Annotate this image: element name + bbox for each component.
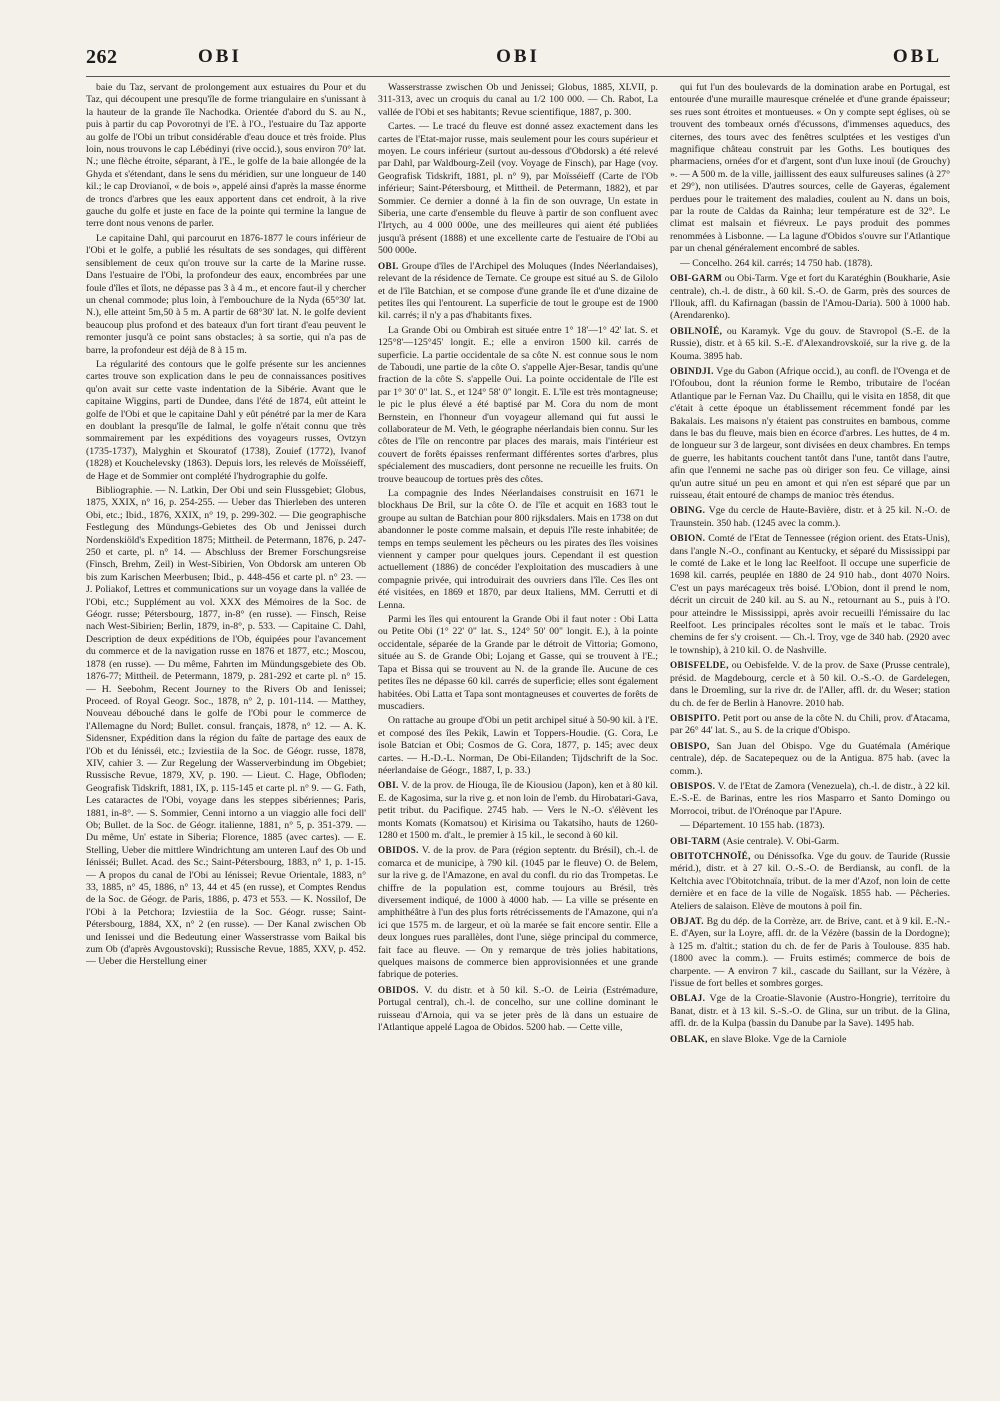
dictionary-entry	[670, 712, 950, 738]
entry-text: (Asie centrale). V. Obi-Garm.	[722, 835, 840, 847]
entry-headword: OBISPO,	[670, 740, 710, 751]
dictionary-entry	[670, 835, 950, 848]
entry-headword: OBLAK,	[670, 1033, 708, 1044]
entry-headword: OBINDJI.	[670, 365, 714, 376]
entry-paragraph	[378, 715, 658, 777]
entry-headword: OBI.	[378, 780, 399, 791]
entry-text: V. de la prov. de Hiouga, île de Kiousiou (Japon), ken et à 80 kil. E. de Kagosima, sur la rive g. et non loin de l'emb. du Hirobatari-Gava, petit tribut. du Pacifique. 2745 hab. — Vers le N.-O. s'élèvent les monts Komats (Komatsou) et Kirisima ou Takatsiho, hauts de 1260-1280 et 1500 m. d'alt., le premier à 15 kil., le second à 60 kil.	[378, 780, 658, 841]
entry-headword: OBISFELDE,	[670, 660, 729, 671]
entry-text: Groupe d'îles de l'Archipel des Moluques (Indes Néerlandaises), relevant de la résidence de Ternate. Ce groupe est situé au S. de Gilolo et de l'île Batchian, et se compose d'une grande île et d'une dizaine de petites îles qui l'entourent. La superficie de tout le groupe est de 1900 kil. carrés; il n'y a pas d'habitants fixes.	[378, 260, 658, 322]
dictionary-entry	[670, 659, 950, 710]
dictionary-entry	[670, 504, 950, 530]
entry-text: On rattache au groupe d'Obi un petit archipel situé à 50-90 kil. à l'E. et composé des îles Pekik, Lawin et Toppers-Houdie. (G. Cora, Le isole Batcian et Obi; Cosmos de G. Cora, 1877, p. 145; avec deux cartes. — H.-D.-L. Norman, De Obi-Eilanden; Tijdschrift de la Soc. néerlandaise de Géogr., 1887, I, p. 33.)	[378, 715, 658, 776]
column-right	[670, 82, 950, 1382]
entry-text: qui fut l'un des boulevards de la domination arabe en Portugal, est entourée d'une muraille mauresque crénelée et d'une grande épaisseur; ses rues sont étroites et montueuses. « On y compte sept églises, où se trouvent des tombeaux ornés d'écussons, d'immenses aqueducs, des citernes, des tours avec des fenêtres sculptées et les vestiges d'un magnifique château construit par les Goths. Les boutiques des pharmaciens, ornées d'or et d'argent, sont d'un luxe inouï (de Grouchy) ». — A 500 m. de la ville, jaillissent des eaux sulfureuses salines (à 27° et 29°), non utilisées. D'autres sources, celle de Gayeras, également perdues pour le traitement des maladies, coulent au N. dans un bois, par la route de Caldas da Rainha; leur température est de 32°. Le climat est malsain et fiévreux. Le pays produit des pommes renommées à Lisbonne. — La lagune d'Obidos s'ouvre sur l'Atlantique par un chenal généralement encombré de sables.	[670, 82, 950, 255]
column-middle	[378, 82, 658, 1382]
entry-headword: OBI-GARM	[670, 273, 723, 284]
entry-headword: OBI-TARM	[670, 835, 721, 846]
column-left	[86, 82, 366, 1382]
entry-paragraph	[378, 121, 658, 257]
entry-text: ou Obi-Tarm. Vge et fort du Karatéghin (Boukharie, Asie centrale), ch.-l. de distr., à 60 kil. S.-O. de Garm, près des sources de l'Ilouk, affl. du Kafirnagan (bassin de l'Amou-Daria). 500 à 1000 hab. (Arendarenko).	[670, 273, 950, 322]
entry-text: La compagnie des Indes Néerlandaises construisit en 1671 le blockhaus De Bril, sur la côte O. de l'île et acquit en 1683 tout le groupe au sultan de Batchian pour 800 rijksdalers. Mais en 1738 on dut abandonner le poste comme malsain, et depuis l'île reste inhabitée; de temps en temps seulement les pêcheurs ou les pirates des îles voisines viennent y camper pour quelques jours. Cependant il est question actuellement (1886) de concéder l'exploitation des muscadiers à une compagnie privée, qui introduirait des ouvriers dans l'île. Ces îles ont été visitées, en 1869 et 1870, par deux Italiens, MM. Cerrutti et di Lenna.	[378, 488, 658, 611]
dictionary-entry	[378, 779, 658, 842]
entry-text: Wasserstrasse zwischen Ob und Jenissei; Globus, 1885, XLVII, p. 311-313, avec un croquis du canal au 1/2 100 000. — Ch. Rabot, La vallée de l'Obi et ses habitants; Revue scientifique, 1887, p. 300.	[378, 82, 658, 118]
entry-text: baie du Taz, servant de prolongement aux estuaires du Pour et du Taz, qui découpent une presqu'île de forme triangulaire en s'unissant à la hauteur de la grande île Nachodka. Orientée d'abord du S. au N., puis à partir du cap Povorotnyi de l'E. à l'O., l'estuaire du Taz apporte au golfe de l'Obi un tribut considérable d'eau douce et très froide. Plus loin, nous trouvons le cap Lébédinyi (rive occid.), sous environ 70° lat. N.; une flèche étroite, séparant, à l'E., le golfe de la baie allongée de la Ghyda et s'étendant, dans le sens du méridien, sur une longueur de 140 kil.; le cap Drovianoï, « de bois », appelé ainsi d'après la masse énorme de troncs d'arbres que les eaux apportent dans cet endroit, à la rive gauche du golfe et juste en face de la pointe qui termine la langue de terre dont nous venons de parler.	[86, 82, 366, 230]
entry-text: — Concelho. 264 kil. carrés; 14 750 hab. (1878).	[680, 257, 873, 269]
entry-text: ou Dénissofka. Vge du gouv. de Tauride (Russie mérid.), distr. et à 27 kil. O.-S.-O. de Berdiansk, au confl. de la Keltchia avec l'Obitotchnaïa, tribut. de la mer d'Azof, non loin de cette dernière et en face de la ville de Nogaïsk. 1855 hab. — Pêcheries. Ateliers de salaison. Elève de moutons à poil fin.	[670, 850, 950, 912]
dictionary-entry	[378, 984, 658, 1035]
running-head-center: OBI	[496, 46, 540, 67]
entry-headword: OBI.	[378, 260, 399, 271]
entry-paragraph	[378, 325, 658, 486]
header-rule	[86, 76, 950, 77]
entry-text: Le capitaine Dahl, qui parcourut en 1876-1877 le cours inférieur de l'Obi et le golfe, a publié les résultats de ses sondages, qui diffèrent sensiblement de ceux qu'on trouve sur la carte de la Marine russe. Dans l'estuaire de l'Obi, la profondeur des eaux, encombrées par une foule d'îles et îlots, ne dépasse pas 3 à 4 m., et encore faut-il y chercher un chenal commode; plus loin, à l'embouchure de la Nyda (65°30' lat. N.), elle atteint 5m,50 à 5 m. A partir de 68°30' lat. N. le golfe devient beaucoup plus profond et des bateaux d'un fort tirant d'eau peuvent le remonter jusqu'à ce point sans obstacles; à sa sortie, qui n'a pas de barre, la profondeur est déjà de 8 à 15 m.	[86, 232, 366, 356]
dictionary-entry	[670, 272, 950, 323]
entry-text: La Grande Obi ou Ombirah est située entre 1° 18'—1° 42' lat. S. et 125°8'—125°45' longit. E.; elle a environ 1500 kil. carrés de superficie. La partie occidentale de sa côte N. est connue sous le nom de Taboudi, une partie de la côte O. s'appelle Ajer-Besar, tandis qu'une fraction de la côte S. s'appelle Oui. La pointe occidentale de l'île est par 1° 30' 0" lat. S., et 124° 58' 0" longit. E. L'île est très montagneuse; le pic le plus élevé a été baptisé par M. Cora du nom de mont Bernstein, en l'honneur d'un voyageur allemand qui fut aussi le collaborateur de M. Veth, le géographe néerlandais bien connu. Sur les côtes de l'île on rencontre par places des marais, mais l'intérieur est couvert de forêts épaisses renfermant différentes sortes d'arbres, plus spécialement des muscadiers, dont personne ne recueille les fruits. On trouve beaucoup de tortues près des côtes.	[378, 324, 658, 485]
entry-text: en slave Bloke. Vge de la Carniole	[710, 1033, 847, 1045]
entry-text: Cartes. — Le tracé du fleuve est donné assez exactement dans les cartes de l'Etat-major russe, mais seulement pour les cours supérieur et moyen. Le cours inférieur (surtout au-dessous d'Obdorsk) a été relevé par Dahl, par Waldbourg-Zeil (voy. Voyage de Finsch), par Hage (voy. Geografisk Tidskrift, 1881, pl. n° 9), par Moïsséieff (Carte de l'Ob inférieur; Saint-Pétersbourg, et Mittheil. de Petermann, 1882), et par Sommier. Ce dernier a donné à la fin de son ouvrage, Un estate in Siberia, une carte d'ensemble du fleuve à partir de son confluent avec l'Irtych, au 4 000 000e, une des meilleures qui aient été publiées jusqu'à présent (1888) et une excellente carte de l'estuaire de l'Obi au 500 000e.	[378, 121, 658, 257]
entry-text: V. de l'Etat de Zamora (Venezuela), ch.-l. de distr., à 22 kil. E.-S.-E. de Barinas, entre les rios Masparro et Santo Domingo ou Morrocoi, tribut. de l'Orénoque par l'Apure.	[670, 780, 950, 817]
entry-paragraph	[670, 820, 950, 832]
entry-text: Bg du dép. de la Corrèze, arr. de Brive, cant. et à 9 kil. E.-N.-E. d'Ayen, sur la Loyre, affl. dr. de la Vézère (bassin de la Dordogne); à 125 m. d'altit.; station du ch. de fer de Paris à Toulouse. 835 hab. (1800 avec la comm.). — Fruits estimés; commerce de bois de charpente. — A environ 7 kil., cascade du Saillant, sur la Vézère, à l'issue de fort belles et sombres gorges.	[670, 916, 950, 990]
entry-text: Petit port ou anse de la côte N. du Chili, prov. d'Atacama, par 26° 44' lat. S., au S. de la crique d'Obispo.	[670, 712, 950, 737]
dictionary-entry	[670, 992, 950, 1030]
entry-headword: OBITOTCHNOÏÉ,	[670, 850, 751, 861]
entry-text: ou Oebisfelde. V. de la prov. de Saxe (Prusse centrale), présid. de Magdebourg, cercle et à 50 kil. O.-S.-O. de Gardelegen, dans le Droemling, sur la rive dr. de l'Aller, affl. dr. du Weser; station du ch. de fer de Berlin à Hanovre. 2010 hab.	[670, 660, 950, 709]
entry-headword: OBILNOÏÉ,	[670, 325, 723, 336]
dictionary-entry	[670, 325, 950, 363]
entry-text: Bibliographie. — N. Latkin, Der Obi und sein Flussgebiet; Globus, 1875, XXIX, n° 16, p. 254-255. — Ueber das Thierleben des unteren Obi, etc.; Ibid., 1876, XXIX, n° 19, p. 299-302. — Die geographische Festlegung des Mündungs-Gebietes des Ob und Jenissei durch Nordenskiöld's Expedition 1875; Mittheil. de Petermann, 1876, p. 247-250 et carte, pl. n° 14. — Abschluss der Bremer Forschungsreise (Finsch, Brehm, Zeil) in West-Sibirien, Von Obdorsk am unteren Ob bis zum Karischen Meerbusen; Ibid., p. 448-456 et carte pl. n° 23. — J. Poliakof, Lettres et communications sur un voyage dans la vallée de l'Obi, etc.; Supplément au vol. XXX des Mémoires de la Soc. de Géogr. russe; Pétersbourg, 1877, in-8° (en russe). — Finsch, Reise nach West-Sibirien; Berlin, 1879, in-8°, p. 533. — Capitaine C. Dahl, Description de deux expéditions de l'Ob, équipées pour l'avancement du commerce et de la navigation russe en 1876 et 1877, etc.; Moscou, 1878 (en russe). — Du même, Fahrten im Mündungsgebiete des Ob. 1876-77; Mittheil. de Petermann, 1879, p. 281-292 et carte pl. n° 15. — H. Seebohm, Recent Journey to the Rivers Ob and Ienissei; Proceed. of Royal Geogr. Soc., 1878, n° 2, p. 101-114. — Matthey, Nouveau débouché dans le golfe de l'Obi pour le commerce de l'Allemagne du Nord; Bullet. consul. français, 1878, n° 12. — A. K. Sidensner, Expédition dans la région du faîte de partage des eaux de l'Ob et du Iénisséi, etc.; Izviestiia de la Soc. de Géogr. russe, 1878, XIV, cahier 3. — Zur Regelung der Wasserverbindung im Obgebiet; Russische Revue, 1879, XV, p. 190. — Lieut. C. Hage, Obfloden; Geografisk Tidskrift, 1881, IX, p. 115-145 et carte pl. n° 9. — G. Fath, Les cataractes de l'Obi, voyage dans les steppes sibériennes; Paris, 1881, in-8°. — S. Sommier, Cenni intorno a un viaggio alle foci dell' Ob; Bullet. de la Soc. de Géogr. italienne, 1881, n° 5, p. 351-379. — Du même, Un' estate in Siberia; Florence, 1885 (avec cartes). — E. Stelling, Ueber die mittlere Windrichtung am unteren Lauf des Ob und Iénisséi; Bullet. Acad. des Sc.; Saint-Pétersbourg, 1883, n° 1, p. 1-15. — A propos du canal de l'Obi au Iénissei; Revue Orientale, 1883, n° 33, 1885, n° 45, 1886, n° 13, 44 et 45 (en russe), et Comptes Rendus de la Soc. de Géogr. de Paris, 1886, p. 473 et 553. — K. Nossilof, De l'Obi à la Petchora; Izviestiia de la Soc. Géogr. russe; Saint-Pétersbourg, 1884, XX, n° 2 (en russe). — Der Kanal zwischen Ob und Ienissei und die Bedeutung einer Wasserstrasse vom Baikal bis zum Ob (d'après Avgoustovski); Russische Revue, 1885, XXV, p. 452. — Ueber die Herstellung einer	[86, 485, 366, 968]
entry-paragraph	[378, 488, 658, 612]
entry-text: ou Karamyk. Vge du gouv. de Stavropol (S.-E. de la Russie), distr. et à 65 kil. S.-E. d'Alexandrovskoïé, sur la rive g. de la Kouma. 3895 hab.	[670, 325, 950, 362]
entry-text: San Juan del Obispo. Vge du Guatémala (Amérique centrale), dép. de Sacatepequez ou de la Antigua. 875 hab. (avec la comm.).	[670, 740, 950, 777]
dictionary-entry	[378, 844, 658, 981]
entry-headword: OBIDOS.	[378, 845, 419, 856]
entry-paragraph	[378, 614, 658, 713]
dictionary-entry	[670, 850, 950, 913]
entry-paragraph	[86, 82, 366, 231]
running-head-right: OBL	[892, 46, 942, 67]
entry-paragraph	[86, 359, 366, 483]
entry-headword: OBISPOS.	[670, 780, 716, 791]
entry-text: Vge du cercle de Haute-Bavière, distr. et à 25 kil. N.-O. de Traunstein. 350 hab. (1245 avec la comm.).	[670, 505, 950, 529]
entry-paragraph	[86, 233, 366, 357]
dictionary-entry	[378, 260, 658, 323]
entry-headword: OBJAT.	[670, 916, 704, 926]
entry-text: Vge de la Croatie-Slavonie (Austro-Hongrie), territoire du Banat, distr. et à 13 kil. S.-S.-O. de Glina, sur un tribut. de la Glina, affl. dr. de la Kulpa (bassin du Danube par la Save). 1495 hab.	[670, 993, 950, 1030]
entry-text: V. de la prov. de Para (région septentr. du Brésil), ch.-l. de comarca et de municipe, à 790 kil. (1045 par le fleuve) O. de Belem, sur la rive g. de l'Amazone, en aval du confl. du rio das Trompetas. Le chiffre de la population est, comme toujours au Brésil, très diversement indiqué, de 1000 à 4000 hab. — La ville se présente en amphithéâtre à l'un des plus forts rétrécissements de l'Amazone, qui n'a ici que 1575 m. de largeur, et où la marée se fait encore sentir. Elle a deux longues rues parallèles, dont l'une, siège principal du commerce, fait face au fleuve. — On y remarque de très jolies habitations, quelques maisons de commerce bien approvisionnées et une grande fabrique de poteries.	[378, 845, 658, 981]
entry-text: — Département. 10 155 hab. (1873).	[680, 820, 825, 832]
dictionary-entry	[670, 532, 950, 657]
text-columns	[86, 82, 950, 1382]
entry-paragraph	[86, 485, 366, 969]
dictionary-entry	[670, 365, 950, 502]
entry-headword: OBISPITO.	[670, 712, 721, 723]
dictionary-entry	[670, 1033, 950, 1046]
page-header	[86, 40, 950, 74]
entry-headword: OBLAJ.	[670, 993, 706, 1004]
entry-text: V. du distr. et à 50 kil. S.-O. de Leiria (Estrémadure, Portugal central), ch.-l. de concelho, sur une colline dominant le ruisseau d'Arnoia, qui va se jeter près de là dans un estuaire de l'Atlantique appelé Lagoa de Obidos. 5200 hab. — Cette ville,	[378, 984, 658, 1034]
entry-headword: OBIDOS.	[378, 984, 419, 995]
entry-paragraph	[378, 82, 658, 119]
page-number: 262	[86, 46, 118, 68]
entry-text: Parmi les îles qui entourent la Grande Obi il faut noter : Obi Latta ou Petite Obi (1° 22' 0" lat. S., 124° 50' 00" longit. E.), à la pointe occidentale, séparée de la Grande par le détroit de Vittoria; Gomono, située au S. de Grande Obi; Lojang et Gasse, qui se trouvent à l'E.; Tapa et Bissa qui se trouvent au N. de la grande île. Aucune de ces petites îles ne dépasse 60 kil. carrés de superficie; elles sont également habitées. Obi Latta et Tapa sont montagneuses et couvertes de forêts de muscadiers.	[378, 614, 658, 712]
entry-text: La régularité des contours que le golfe présente sur les anciennes cartes trouve son explication dans le peu de connaissances positives qu'on avait sur cette vaste indentation de la Sibérie. Avant que le capitaine Wiggins, parti de Dundee, dans l'été de 1874, eût atteint le golfe de l'Obi et que le capitaine Dahl y eût pénétré par la mer de Kara en doublant la presqu'île de Ialmal, le golfe n'était connu que très sommairement par les expéditions des voyageurs russes, Ovtzyn (1735-1737), Malyghin et Skouratof (1738), Zouief (1772), Ivanof (1828) et Kouchelevsky (1863). Depuis lors, les relevés de Moïsséieff, de Hage et de Sommier ont complété l'hydrographie du golfe.	[86, 358, 366, 482]
dictionary-entry	[670, 780, 950, 818]
entry-text: Comté de l'Etat de Tennessee (région orient. des Etats-Unis), dans l'angle N.-O., confinant au Kentucky, et séparé du Mississippi par le comté de Lake et le long lac Reelfoot. Il occupe une superficie de 1698 kil. carrés, peuplée en 1880 de 24 910 hab., dont 4070 Noirs. C'est un pays marécageux très boisé. L'Obion, dont il prend le nom, décrit un circuit de 240 kil. au S. au N., retournant au S., puis à l'O. pour atteindre le Mississippi, après avoir recueilli l'émissaire du lac Reelfoot. Les principales récoltes sont le maïs et le tabac. Trois chemins de fer s'y croisent. — Ch.-l. Troy, vge de 340 hab. (2920 avec le township), à 210 kil. O. de Nashville.	[670, 533, 950, 656]
dictionary-entry	[670, 740, 950, 778]
entry-paragraph	[670, 82, 950, 256]
running-head-left: OBI	[198, 46, 242, 67]
dictionary-entry	[670, 915, 950, 990]
entry-headword: OBION.	[670, 533, 706, 544]
entry-headword: OBING.	[670, 505, 706, 516]
entry-text: Vge du Gabon (Afrique occid.), au confl. de l'Ovenga et de l'Ofoubou, dont la réunion forme le Rembo, tributaire de l'océan Atlantique par le Fernan Vaz. Du Chaillu, qui le visita en 1858, dit que c'était à cette époque un établissement récemment fondé par les Bakalais. Les maisons n'y étaient pas construites en bambous, comme dans le bas du fleuve, mais bien en écorce d'arbres. Les huttes, de 4 m. de longueur sur 3 de largeur, sont divisées en deux chambres. En temps de guerre, les habitants couchent tantôt dans l'une, tantôt dans l'autre, afin que l'ennemi ne sache pas où diriger son feu. Ce village, ainsi qu'un autre situé un peu en amont et qui n'en est séparé que par un ruisseau, était entouré de champs de manioc très étendus.	[670, 365, 950, 501]
entry-paragraph	[670, 258, 950, 270]
